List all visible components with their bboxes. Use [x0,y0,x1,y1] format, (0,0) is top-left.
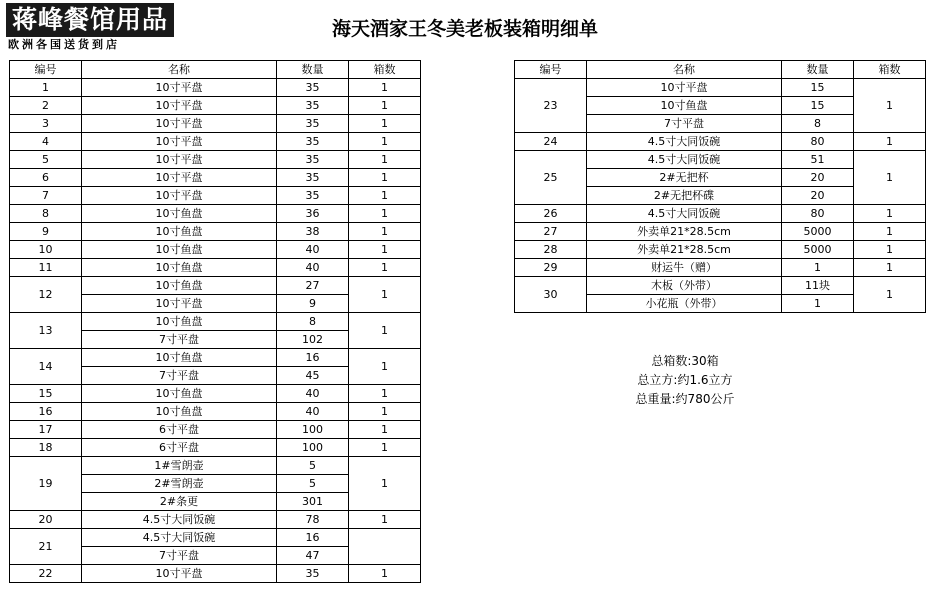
cell-quantity: 5 [277,475,349,493]
cell-boxes: 1 [349,349,421,385]
cell-name: 10寸鱼盘 [82,205,277,223]
cell-quantity: 5000 [782,241,854,259]
header-boxes: 箱数 [349,61,421,79]
cell-boxes: 1 [854,241,926,259]
table-row [10,79,421,97]
cell-name: 6寸平盘 [82,439,277,457]
cell-quantity: 15 [782,97,854,115]
cell-name: 6寸平盘 [82,421,277,439]
table-row [10,511,421,529]
header-quantity: 数量 [782,61,854,79]
cell-boxes: 1 [854,205,926,223]
table-row [10,205,421,223]
summary-total-weight: 总重量:约780公斤 [635,392,735,406]
brand-tagline: 欧洲各国送货到店 [8,38,120,51]
cell-boxes: 1 [349,79,421,97]
cell-number: 22 [10,565,82,583]
cell-number: 5 [10,151,82,169]
cell-boxes: 1 [349,169,421,187]
cell-number: 13 [10,313,82,349]
cell-boxes: 1 [349,385,421,403]
cell-number: 9 [10,223,82,241]
cell-quantity: 35 [277,187,349,205]
shipment-summary [600,352,770,409]
table-row [10,349,421,367]
table-row [10,187,421,205]
table-row [10,385,421,403]
cell-number: 7 [10,187,82,205]
table-row [10,421,421,439]
cell-quantity: 35 [277,115,349,133]
cell-quantity: 35 [277,169,349,187]
cell-boxes: 1 [349,187,421,205]
cell-quantity: 51 [782,151,854,169]
cell-quantity: 16 [277,529,349,547]
cell-boxes [349,529,421,565]
cell-quantity: 35 [277,79,349,97]
cell-quantity: 38 [277,223,349,241]
cell-name: 2#条更 [82,493,277,511]
table-row [515,151,926,169]
cell-boxes: 1 [349,241,421,259]
cell-name: 1#雪朗壶 [82,457,277,475]
cell-name: 2#雪朗壶 [82,475,277,493]
table-row [10,439,421,457]
cell-name: 10寸鱼盘 [82,385,277,403]
cell-name: 财运牛（赠） [587,259,782,277]
cell-number: 14 [10,349,82,385]
cell-quantity: 100 [277,421,349,439]
cell-quantity: 5000 [782,223,854,241]
table-row [515,205,926,223]
cell-number: 23 [515,79,587,133]
cell-quantity: 20 [782,169,854,187]
cell-boxes: 1 [854,259,926,277]
cell-name: 小花瓶（外带） [587,295,782,313]
cell-quantity: 35 [277,565,349,583]
cell-boxes: 1 [349,565,421,583]
table-row [10,223,421,241]
cell-quantity: 36 [277,205,349,223]
cell-quantity: 1 [782,295,854,313]
header-boxes: 箱数 [854,61,926,79]
cell-name: 10寸平盘 [82,115,277,133]
cell-name: 7寸平盘 [82,367,277,385]
cell-number: 18 [10,439,82,457]
cell-quantity: 1 [782,259,854,277]
brand-logo: 蒋峰餐馆用品 [6,3,174,37]
cell-boxes: 1 [854,151,926,205]
cell-boxes: 1 [349,511,421,529]
table-row [10,169,421,187]
cell-name: 10寸平盘 [587,79,782,97]
table-row [10,313,421,331]
cell-quantity: 100 [277,439,349,457]
cell-name: 10寸鱼盘 [82,241,277,259]
table-row [10,259,421,277]
cell-name: 7寸平盘 [82,331,277,349]
cell-name: 10寸平盘 [82,97,277,115]
cell-quantity: 40 [277,241,349,259]
cell-number: 17 [10,421,82,439]
table-row [515,223,926,241]
cell-number: 1 [10,79,82,97]
cell-boxes: 1 [349,313,421,349]
table-row [515,259,926,277]
cell-name: 10寸鱼盘 [82,313,277,331]
cell-boxes: 1 [349,115,421,133]
cell-quantity: 78 [277,511,349,529]
cell-number: 15 [10,385,82,403]
cell-boxes: 1 [349,421,421,439]
cell-number: 4 [10,133,82,151]
cell-name: 4.5寸大同饭碗 [587,205,782,223]
cell-quantity: 301 [277,493,349,511]
cell-quantity: 35 [277,133,349,151]
cell-boxes: 1 [349,259,421,277]
cell-number: 30 [515,277,587,313]
table-row [10,115,421,133]
header-quantity: 数量 [277,61,349,79]
cell-boxes: 1 [854,277,926,313]
cell-quantity: 47 [277,547,349,565]
cell-boxes: 1 [854,133,926,151]
header-name: 名称 [587,61,782,79]
cell-number: 19 [10,457,82,511]
cell-quantity: 80 [782,205,854,223]
cell-number: 29 [515,259,587,277]
table-row [10,529,421,547]
cell-boxes: 1 [349,97,421,115]
cell-name: 7寸平盘 [82,547,277,565]
cell-name: 外卖单21*28.5cm [587,223,782,241]
cell-name: 10寸平盘 [82,151,277,169]
cell-quantity: 45 [277,367,349,385]
cell-boxes: 1 [349,403,421,421]
table-row [10,151,421,169]
cell-quantity: 8 [277,313,349,331]
summary-total-boxes: 总箱数:30箱 [651,354,719,368]
cell-name: 木板（外带） [587,277,782,295]
cell-boxes: 1 [349,457,421,511]
cell-quantity: 27 [277,277,349,295]
packing-table-left [9,60,421,583]
table-row [515,79,926,97]
cell-name: 4.5寸大同饭碗 [82,511,277,529]
cell-number: 24 [515,133,587,151]
cell-number: 27 [515,223,587,241]
cell-number: 11 [10,259,82,277]
table-row [10,565,421,583]
cell-number: 28 [515,241,587,259]
cell-number: 25 [515,151,587,205]
cell-quantity: 35 [277,151,349,169]
cell-boxes: 1 [349,133,421,151]
cell-name: 10寸鱼盘 [82,349,277,367]
cell-boxes: 1 [854,79,926,133]
cell-name: 2#无把杯碟 [587,187,782,205]
header-number: 编号 [10,61,82,79]
cell-name: 2#无把杯 [587,169,782,187]
cell-number: 8 [10,205,82,223]
table-header-row [10,61,421,79]
header-name: 名称 [82,61,277,79]
cell-name: 10寸鱼盘 [82,277,277,295]
cell-number: 26 [515,205,587,223]
cell-boxes: 1 [854,223,926,241]
table-row [515,277,926,295]
cell-number: 20 [10,511,82,529]
cell-quantity: 40 [277,385,349,403]
cell-quantity: 35 [277,97,349,115]
summary-total-volume: 总立方:约1.6立方 [637,373,733,387]
table-row [10,133,421,151]
cell-number: 12 [10,277,82,313]
cell-name: 10寸平盘 [82,79,277,97]
cell-quantity: 5 [277,457,349,475]
table-row [10,403,421,421]
cell-quantity: 40 [277,259,349,277]
cell-boxes: 1 [349,223,421,241]
cell-number: 2 [10,97,82,115]
table-row [10,277,421,295]
cell-boxes: 1 [349,205,421,223]
cell-quantity: 15 [782,79,854,97]
cell-name: 7寸平盘 [587,115,782,133]
cell-quantity: 80 [782,133,854,151]
cell-name: 4.5寸大同饭碗 [587,133,782,151]
cell-quantity: 8 [782,115,854,133]
cell-name: 4.5寸大同饭碗 [82,529,277,547]
table-row [515,133,926,151]
page-title: 海天酒家王冬美老板装箱明细单 [331,18,598,40]
cell-quantity: 40 [277,403,349,421]
cell-name: 外卖单21*28.5cm [587,241,782,259]
cell-number: 6 [10,169,82,187]
cell-name: 10寸鱼盘 [82,259,277,277]
cell-quantity: 9 [277,295,349,313]
cell-number: 3 [10,115,82,133]
cell-name: 10寸平盘 [82,187,277,205]
cell-boxes: 1 [349,277,421,313]
cell-quantity: 11块 [782,277,854,295]
cell-boxes: 1 [349,439,421,457]
cell-quantity: 16 [277,349,349,367]
cell-name: 4.5寸大同饭碗 [587,151,782,169]
cell-quantity: 20 [782,187,854,205]
header-number: 编号 [515,61,587,79]
cell-name: 10寸平盘 [82,565,277,583]
cell-quantity: 102 [277,331,349,349]
table-row [10,241,421,259]
table-header-row [515,61,926,79]
table-row [10,97,421,115]
packing-table-right [514,60,926,313]
table-row [10,457,421,475]
cell-number: 21 [10,529,82,565]
table-row [515,241,926,259]
cell-name: 10寸鱼盘 [587,97,782,115]
cell-name: 10寸平盘 [82,295,277,313]
cell-number: 16 [10,403,82,421]
cell-name: 10寸鱼盘 [82,223,277,241]
cell-name: 10寸平盘 [82,169,277,187]
cell-name: 10寸平盘 [82,133,277,151]
cell-name: 10寸鱼盘 [82,403,277,421]
cell-number: 10 [10,241,82,259]
cell-boxes: 1 [349,151,421,169]
